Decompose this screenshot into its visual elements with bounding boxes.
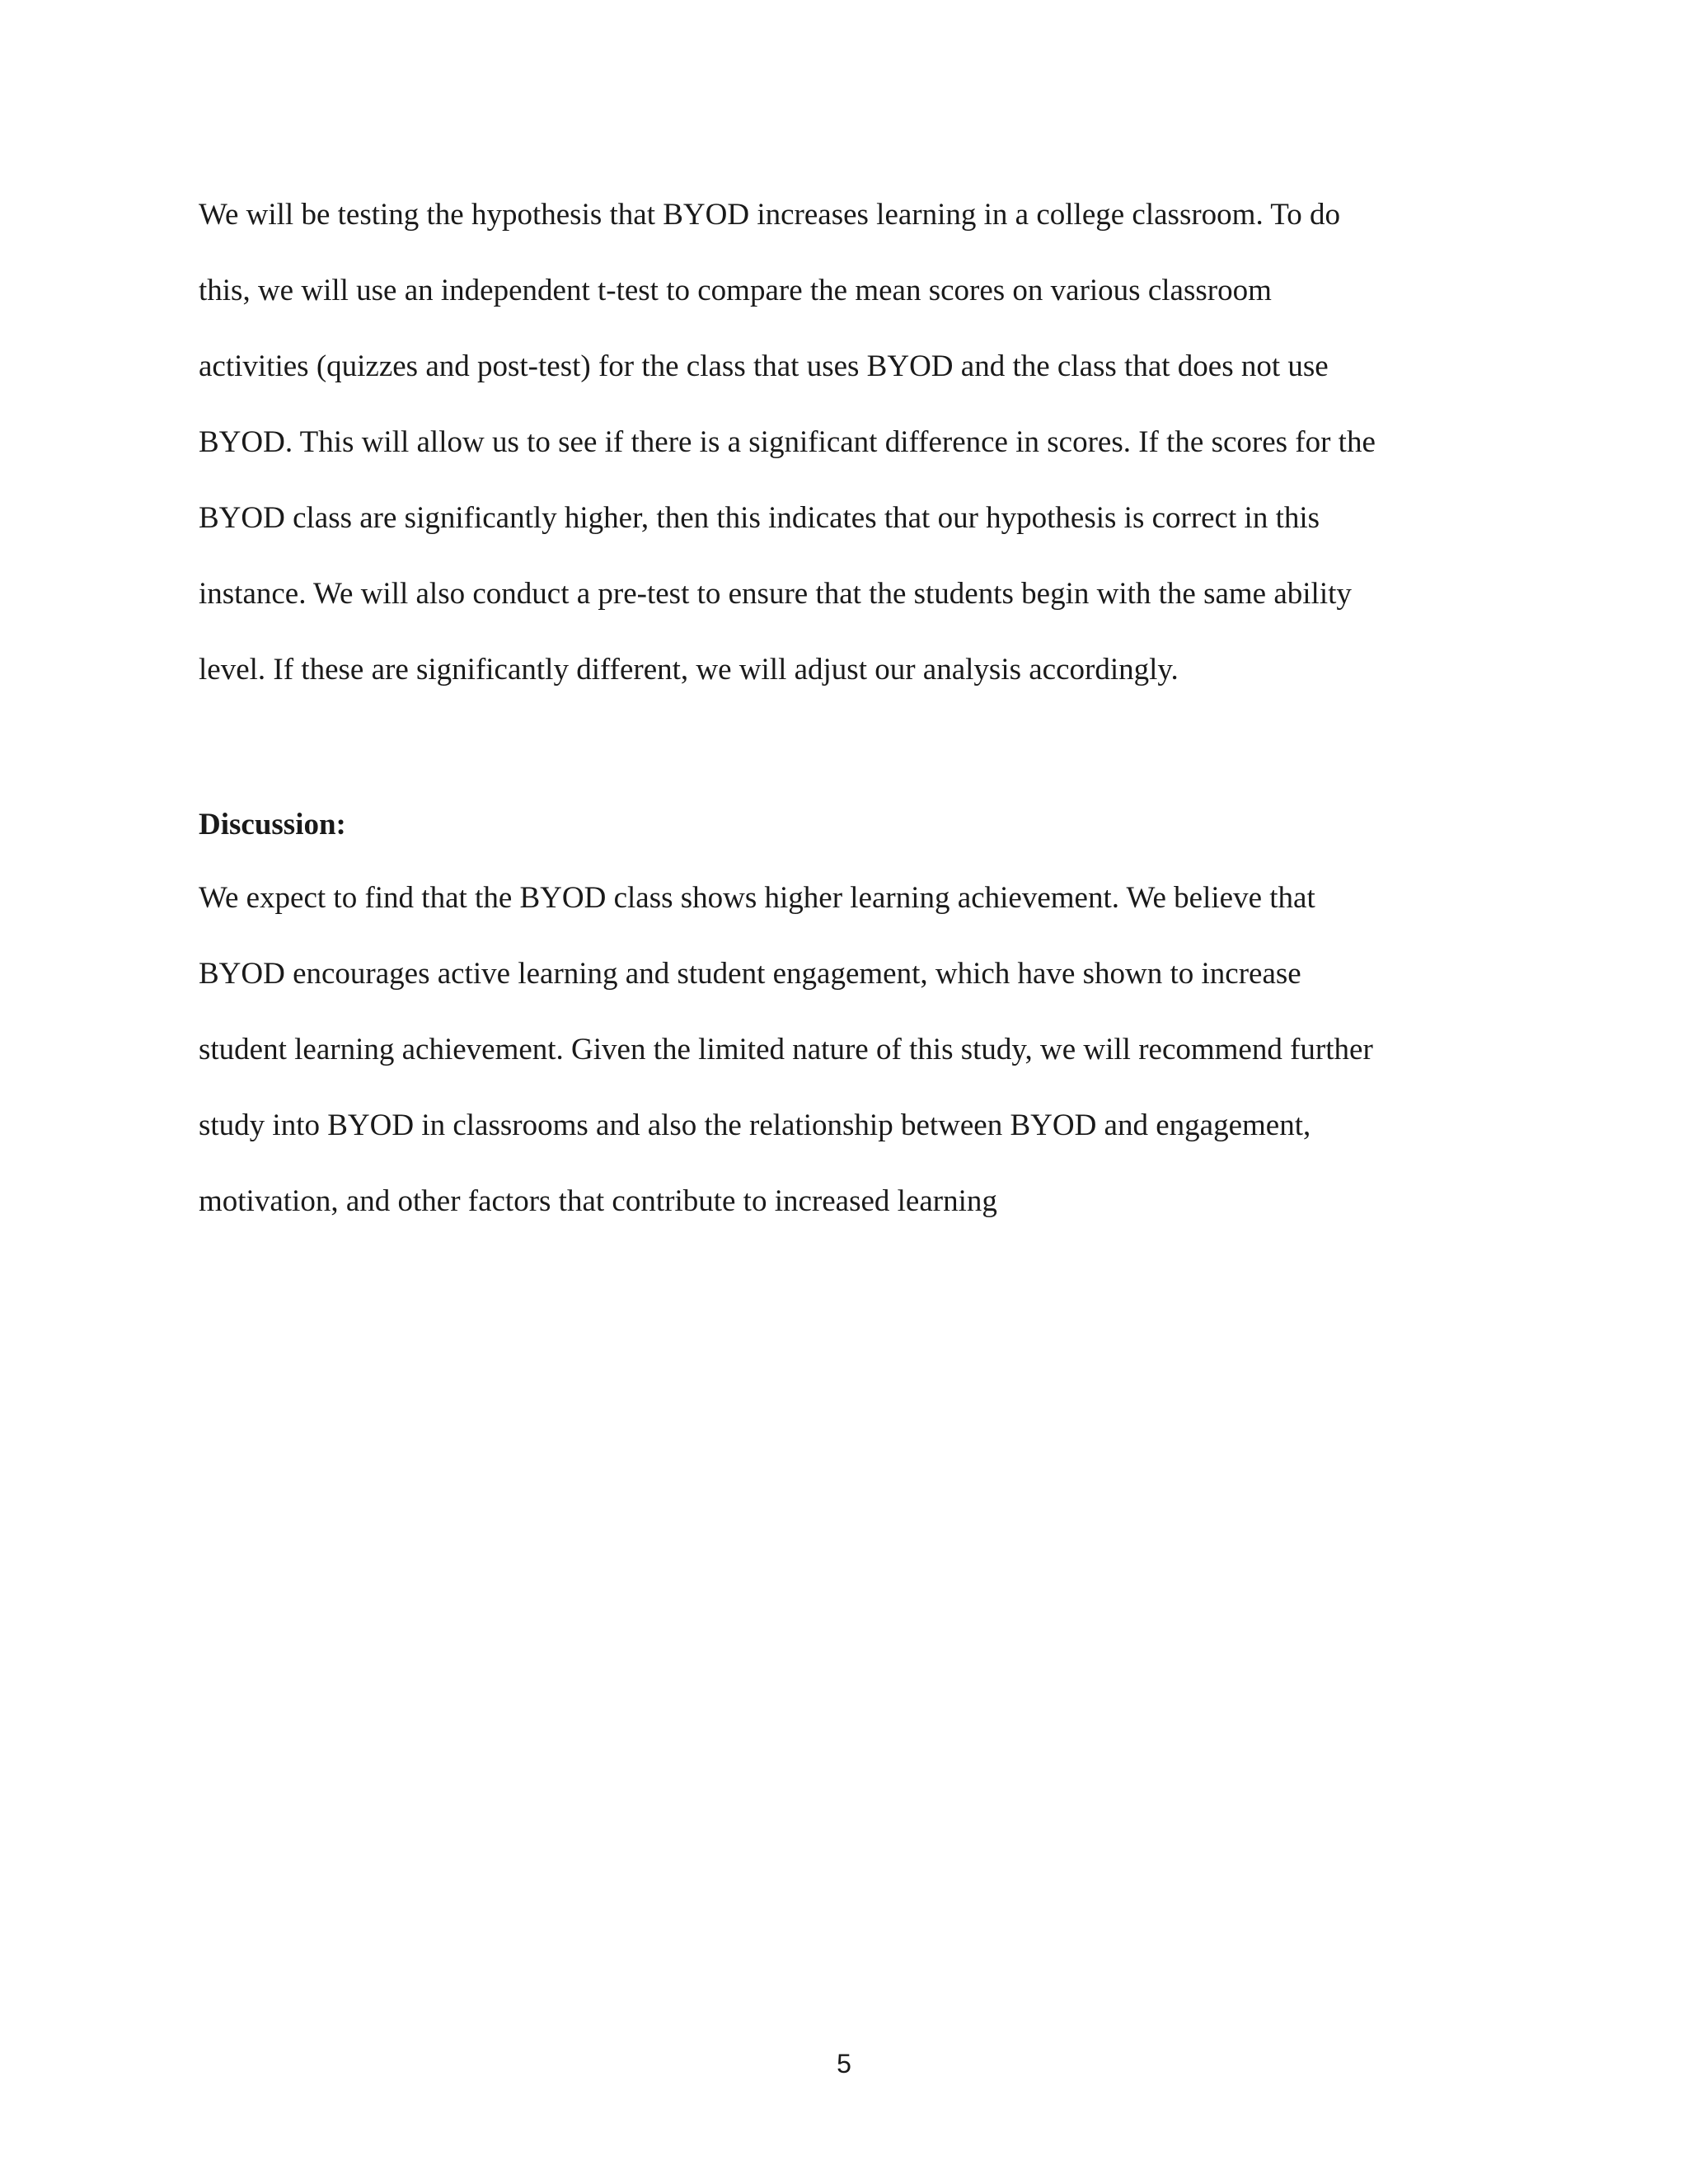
- paragraph-line: BYOD. This will allow us to see if there is a significant difference in scores. If the scores for the: [199, 425, 1376, 459]
- paragraph-line: this, we will use an independent t-test to compare the mean scores on various classroom: [199, 274, 1272, 307]
- paragraph-line: student learning achievement. Given the limited nature of this study, we will recommend further: [199, 1033, 1373, 1066]
- discussion-heading: Discussion:: [199, 808, 346, 841]
- paragraph-line: BYOD class are significantly higher, then this indicates that our hypothesis is correct in this: [199, 501, 1320, 535]
- paragraph-line: instance. We will also conduct a pre-test to ensure that the students begin with the same ability: [199, 577, 1352, 611]
- paragraph-line: motivation, and other factors that contribute to increased learning: [199, 1184, 997, 1218]
- paragraph-line: We will be testing the hypothesis that BYOD increases learning in a college classroom. To do: [199, 198, 1341, 232]
- paragraph-line: study into BYOD in classrooms and also the relationship between BYOD and engagement,: [199, 1108, 1311, 1142]
- paragraph-line: BYOD encourages active learning and student engagement, which have shown to increase: [199, 957, 1301, 991]
- paragraph-line: We expect to find that the BYOD class shows higher learning achievement. We believe that: [199, 881, 1315, 915]
- paragraph-line: level. If these are significantly different, we will adjust our analysis accordingly.: [199, 653, 1179, 687]
- page-number: 5: [837, 2049, 851, 2079]
- paragraph-line: activities (quizzes and post-test) for the class that uses BYOD and the class that does not use: [199, 349, 1329, 383]
